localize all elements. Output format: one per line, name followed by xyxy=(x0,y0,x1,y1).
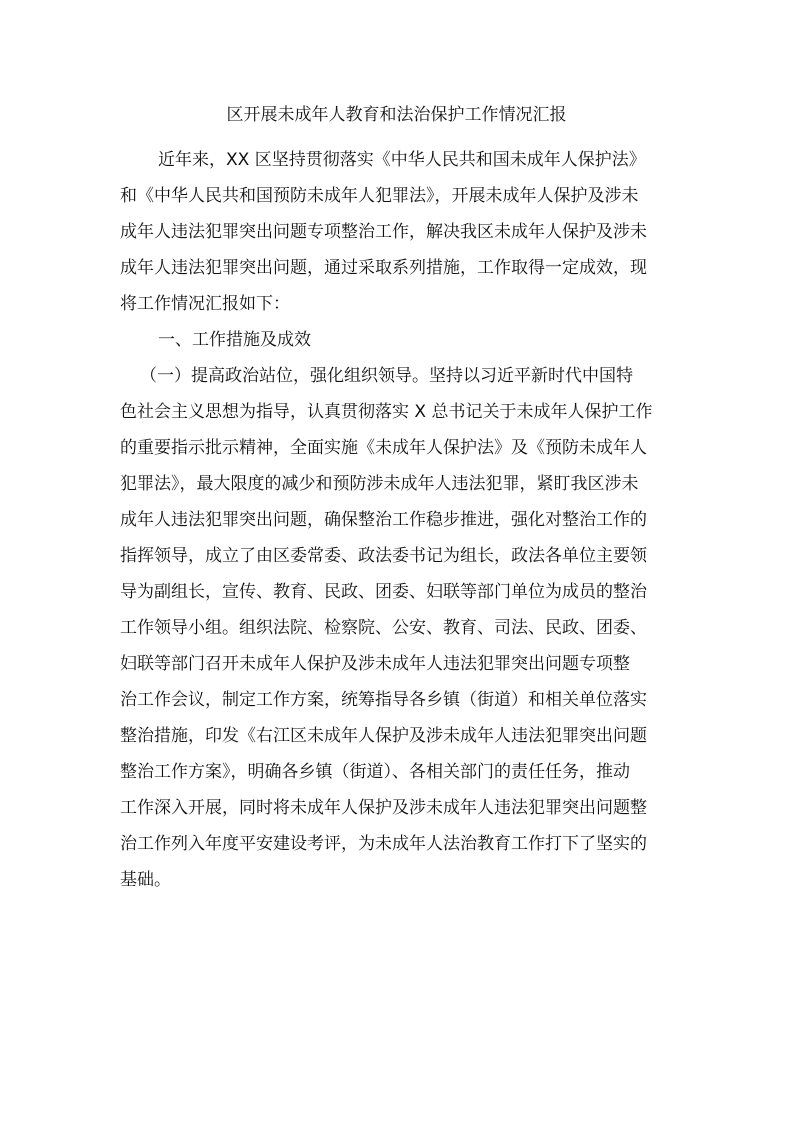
body-line: 成年人违法犯罪突出问题，确保整治工作稳步推进，强化对整治工作的 xyxy=(120,510,647,530)
document-title: 区开展未成年人教育和法治保护工作情况汇报 xyxy=(226,105,567,125)
body-line: 成年人违法犯罪突出问题，通过采取系列措施，工作取得一定成效，现 xyxy=(120,258,647,278)
body-line: （一）提高政治站位，强化组织领导。坚持以习近平新时代中国特 xyxy=(140,366,633,386)
body-line: 治工作列入年度平安建设考评，为未成年人法治教育工作打下了坚实的 xyxy=(120,834,647,854)
body-line: 成年人违法犯罪突出问题专项整治工作，解决我区未成年人保护及涉未 xyxy=(120,222,647,242)
body-line: 整治工作方案》，明确各乡镇（街道）、各相关部门的责任任务，推动 xyxy=(120,762,630,782)
section-heading: 一、工作措施及成效 xyxy=(158,330,311,350)
body-line: 妇联等部门召开未成年人保护及涉未成年人违法犯罪突出问题专项整 xyxy=(120,654,630,674)
body-line: 近年来，XX 区坚持贯彻落实《中华人民共和国未成年人保护法》 xyxy=(158,150,646,170)
body-line: 整治措施，印发《右江区未成年人保护及涉未成年人违法犯罪突出问题 xyxy=(120,726,647,746)
body-line: 导为副组长，宣传、教育、民政、团委、妇联等部门单位为成员的整治 xyxy=(120,582,647,602)
body-line: 色社会主义思想为指导，认真贯彻落实 X 总书记关于未成年人保护工作 xyxy=(120,402,653,422)
body-line: 治工作会议，制定工作方案，统筹指导各乡镇（街道）和相关单位落实 xyxy=(120,690,647,710)
body-line: 指挥领导，成立了由区委常委、政法委书记为组长，政法各单位主要领 xyxy=(120,546,647,566)
body-line: 和《中华人民共和国预防未成年人犯罪法》，开展未成年人保护及涉未 xyxy=(120,186,639,206)
body-line: 犯罪法》，最大限度的减少和预防涉未成年人违法犯罪，紧盯我区涉未 xyxy=(120,474,639,494)
body-line: 基础。 xyxy=(120,870,171,890)
body-line: 工作领导小组。组织法院、检察院、公安、教育、司法、民政、团委、 xyxy=(120,618,647,638)
body-line: 的重要指示批示精神，全面实施《未成年人保护法》及《预防未成年人 xyxy=(120,438,647,458)
body-line: 工作深入开展，同时将未成年人保护及涉未成年人违法犯罪突出问题整 xyxy=(120,798,647,818)
body-line: 将工作情况汇报如下： xyxy=(120,294,290,314)
